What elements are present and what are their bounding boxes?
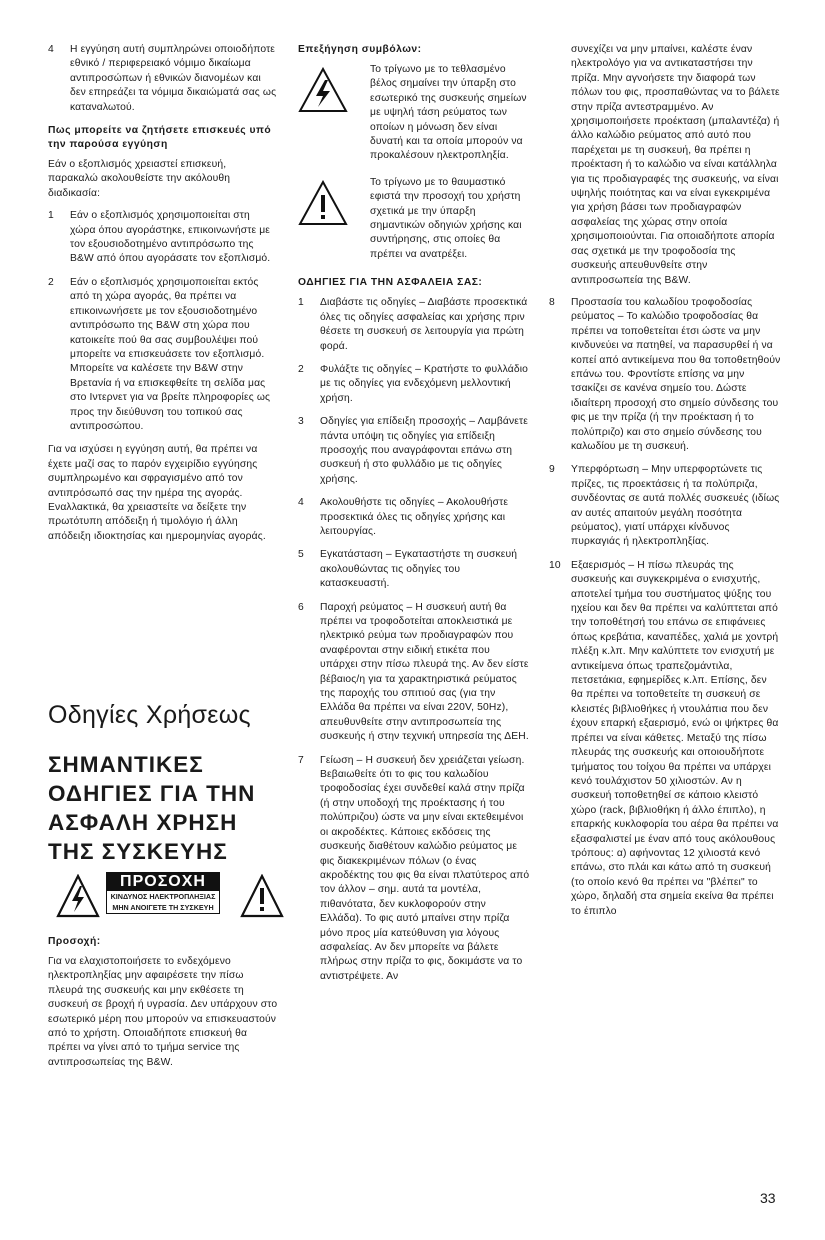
item-text: Εάν ο εξοπλισμός χρησιμοποιείται εκτός από τη χώρα αγοράς, θα πρέπει να επικοινωνήσετε με τον εξουσιοδοτημένο αντιπρόσωπο της B&W στη χώρα που κατοικείτε πού θα σας συμβουλέψει πού μπορείτε να επισκευάσετε τον εξοπλισμό. Μπορείτε να καλέσετε την B&W στην Βρετανία ή να επισκεφθείτε τη σελίδα μας στο Ιντερνετ για να βρείτε πληροφορίες ως προς την διεύθυνση του τοπικού σας αντιπροσώπου. — [70, 276, 271, 432]
item-text: Οδηγίες για επίδειξη προσοχής – Λαμβάνετε πάντα υπόψη τις οδηγίες για επίδειξη προσοχής που αναγράφονται επάνω στη συσκευή ή στο φυλλάδιο με τις οδηγίες χρήσης. — [320, 416, 529, 485]
attention-text: Για να ελαχιστοποιήσετε το ενδεχόμενο ηλεκτροπληξίας μην αφαιρέσετε την πίσω πλευρά της συσκευής και μην εκθέσετε τη συσκευή σε βροχή ή υγρασία. Δεν υπάρχουν στο εσωτερικό μέρη που μπορούν να επισκευαστούν από το χρήστη. Οποιαδήποτε επισκευή θα πρέπει να γίνει από το τμήμα service της αντιπροσωπείας της B&W. — [48, 956, 278, 1068]
symbol-bolt-row — [298, 63, 530, 164]
safety-item-5 — [298, 548, 530, 591]
lightning-bolt-warning-icon — [298, 67, 348, 113]
item-text: Γείωση – Η συσκευή δεν χρειάζεται γείωση. Βεβαιωθείτε ότι το φις του καλωδίου τροφοδοσίας έχει συνδεθεί καλά στην πρίζα (ή στην υποδοχή της προέκτασης ή του πολύπριζου) ώστε να μην είναι εκτεθειμένοι οι ακροδέκτες. Κάποιες εκδόσεις της συσκευής διαθέτουν καλώδιο ρεύματος με φις διακεκριμένων πόλων (ο ένας ακροδέκτης του φις θα είναι πλατύτερος από τον άλλον – σημ. αυτά τα μοντέλα, πιθανότατα, δεν κυκλοφορούν στην Ελλάδα). Το φις αυτό μπαίνει στην πρίζα μόνο προς μία κατεύθυνση για λόγους ασφαλείας. Αν δεν μπορείτε να βάλετε πλήρως στην πρίζα το φις, δοκιμάστε να το αντιστρέψετε. Αν — [320, 754, 530, 982]
item-text: Υπερφόρτωση – Μην υπερφορτώνετε τις πρίζες, τις προεκτάσεις ή τα πολύπριζα, συνδέοντας σε αυτά πολλές συσκευές (ιδίως αν αυτές απαιτούν μεγάλη ποσότητα ρεύματος), γιατί υπάρχει κίνδυνος πυρκαγιάς ή ηλεκτροπληξίας. — [571, 464, 780, 548]
lightning-bolt-warning-icon — [56, 874, 100, 918]
column-middle — [298, 43, 530, 993]
symbol-exclamation-text: Το τρίγωνο με το θαυμαστικό εφιστά την προσοχή του χρήστη σχετικά με την ύπαρξη σημαντικών οδηγιών χρήσης και συντήρησης, στις οποίες θα πρέπει να ανατρέξει. — [370, 176, 522, 260]
safety-item-2 — [298, 363, 530, 406]
exclamation-warning-icon — [298, 180, 348, 226]
item-text: Φυλάξτε τις οδηγίες – Κρατήστε το φυλλάδιο με τις οδηγίες για ενδεχόμενη μελλοντική χρήση. — [320, 363, 529, 404]
warranty-item-4 — [48, 43, 278, 115]
repairs-item-1 — [48, 209, 278, 267]
caution-label-block — [48, 872, 280, 922]
caution-line-1: ΚΙΝΔΥΝΟΣ ΗΛΕΚΤΡΟΠΛΗΞΙΑΣ — [110, 892, 216, 901]
item-text: Προστασία του καλωδίου τροφοδοσίας ρεύματος – Το καλώδιο τροφοδοσίας θα πρέπει να τοποθετείται έτσι ώστε να μην κινδυνεύει να πατηθεί, να παρασυρθεί ή να κοπεί από αντικείμενα που θα τοποθετηθούν επάνω του. Φροντίστε επίσης να μην τσακίζει σε κανένα σημείο του. Δώστε ιδιαίτερη προσοχή στο σημείο σύνδεσης του φις με την πρίζα (ή την προέκταση ή το πολύπριζο) και στο σημείο σύνδεσης του καλωδίου με τη συσκευή. — [571, 296, 781, 452]
safety-main-title: ΣΗΜΑΝΤΙΚΕΣ ΟΔΗΓΙΕΣ ΓΙΑ ΤΗΝ ΑΣΦΑΛΗ ΧΡΗΣΗ ΤΗΣ ΣΥΣΚΕΥΗΣ — [48, 752, 256, 864]
item-text: Παροχή ρεύματος – Η συσκευή αυτή θα πρέπει να τροφοδοτείται αποκλειστικά με ηλεκτρικό ρεύμα των προδιαγραφών που αναφέρονται στην ειδική ετικέτα που υπάρχει στην πίσω πλευρά της. Αν δεν είστε βέβαιος/η για τα χαρακτηριστικά ρεύματος της παροχής του σπιτιού σας (για την Ελλάδα θα πρέπει να είναι 220V, 50Hz), απευθυνθείτε στην αντιπροσωπεία της συσκευής ή στην τεχνική υπηρεσία της ΔΕΗ. — [320, 601, 529, 743]
column-right — [549, 43, 781, 928]
safety-item-6 — [298, 601, 530, 745]
item-number: 2 — [48, 276, 54, 288]
item-number: 4 — [298, 497, 304, 509]
item-number: 5 — [298, 549, 304, 561]
symbols-heading: Επεξήγηση συμβόλων: — [298, 44, 422, 55]
safety-item-1 — [298, 296, 530, 354]
safety-item-3 — [298, 415, 530, 487]
symbol-exclamation-row — [298, 176, 530, 262]
caution-title: ΠΡΟΣΟΧΗ — [107, 873, 219, 891]
repairs-intro: Εάν ο εξοπλισμός χρειαστεί επισκευή, παρακαλώ ακολουθείστε την ακόλουθη διαδικασία: — [48, 159, 231, 199]
item-number: 7 — [298, 754, 304, 766]
item-number: 2 — [298, 363, 304, 375]
repairs-heading: Πως μπορείτε να ζητήσετε επισκευές υπό την παρούσα εγγύηση — [48, 125, 272, 151]
exclamation-warning-icon — [240, 874, 284, 918]
item-number: 4 — [48, 44, 54, 55]
caution-box — [106, 872, 220, 914]
safety-item-8 — [549, 296, 781, 454]
item-text: Ακολουθήστε τις οδηγίες – Ακολουθήστε προσεκτικά όλες τις οδηγίες χρήσης και λειτουργίας. — [320, 497, 509, 537]
safety-item-9 — [549, 463, 781, 549]
page-number: 33 — [760, 1190, 776, 1206]
item-number: 9 — [549, 464, 555, 476]
item-number: 1 — [48, 210, 54, 222]
item-text: Διαβάστε τις οδηγίες – Διαβάστε προσεκτικά όλες τις οδηγίες ασφαλείας και χρήσης πριν θέσετε τη συσκευή σε λειτουργία για πρώτη φορά. — [320, 297, 528, 352]
warranty-validity-text: Για να ισχύσει η εγγύηση αυτή, θα πρέπει να έχετε μαζί σας το παρόν εγχειρίδιο εγγύησης συμπληρωμένο και σφραγισμένο από τον αντιπρόσωπό σας την ημέρα της αγοράς. Εναλλακτικά, θα χρειαστείτε να δείξετε την πρωτότυπη απόδειξη ή τιμολόγιο ή άλλη απόδειξη ιδιοκτησίας και ημερομηνίας αγοράς. — [48, 444, 266, 542]
item-text: Εάν ο εξοπλισμός χρησιμοποιείται στη χώρα όπου αγοράστηκε, επικοινωνήστε με τον εξουσιοδοτημένο αντιπρόσωπο της B&W από όπου αγοράσατε τον εξοπλισμό. — [70, 210, 271, 265]
attention-section — [48, 935, 278, 1078]
item-text: Η εγγύηση αυτή συμπληρώνει οποιοδήποτε εθνικό / περιφερειακό νόμιμο δικαίωμα αντιπροσώπων ή εθνικών διανομέων και δεν επηρεάζει τα νόμιμα δικαιώματά σας ως καταναλωτού. — [70, 44, 277, 113]
symbol-bolt-text: Το τρίγωνο με το τεθλασμένο βέλος σημαίνει την ύπαρξη στο εσωτερικό της συσκευής σημείων με υψηλή τάση ρεύματος των οποίων η μόνωση δεν είναι δυνατή και τα οποία μπορούν να προκαλέσουν ηλεκτροπληξία. — [370, 64, 527, 162]
item-number: 6 — [298, 601, 304, 613]
item-number: 1 — [298, 297, 304, 309]
repairs-item-2 — [48, 276, 278, 434]
item-text: Εξαερισμός – Η πίσω πλευράς της συσκευής και συγκεκριμένα ο ενισχυτής, αποτελεί τμήμα του συστήματος ψύξης του ηχείου και δεν θα πρέπει να καλύπτεται από την τοποθέτησή του επάνω σε επιφάνειες όπως κρεβάτια, καναπέδες, χαλιά με χοντρή πλέξη κ.λπ. Μην καλύπτετε τον ενισχυτή με αντικείμενα όπως τραπεζομάντιλα, πετσετάκια, εφημερίδες κ.λπ. Επίσης, δεν θα πρέπει να τοποθετείτε τη συσκευή σε κλειστές βιβλιοθήκες ή ντουλάπια που δεν έχουν επαρκή εξαερισμό, ενώ οι ψήκτρες θα πρέπει να είναι κάθετες. Μεταξύ της πίσω πλευράς της συσκευής και οποιουδήποτε τμήματος του τοίχου θα πρέπει να υπάρχει κενό τουλάχιστον 50 χιλιοστών. Αν η συσκευή τοποθετηθεί σε κάποιο κλειστό χώρο (rack, βιβλιοθήκη ή άλλο έπιπλο), η επαρκής κυκλοφορία του αέρα θα πρέπει να εξασφαλιστεί με έναν από τους ακόλουθους τρόπους: α) αφήνοντας 12 χιλιοστά κενό επάνω, στο πλάι και κάτω από τη συσκευή (το οποίο κενό θα πρέπει να "βλέπει" το χώρο, δηλαδή στα σημεία εκείνα θα πρέπει το έπιπλο — [571, 559, 779, 917]
grounding-continuation: συνεχίζει να μην μπαίνει, καλέστε έναν ηλεκτρολόγο για να αντικαταστήσει την πρίζα. Μην αγνοήσετε την διαφορά των πόλων του φις, προσπαθώντας να το βάλετε στην πρίζα αντεστραμμένο. Αν χρησιμοποιήσετε προέκταση (μπαλαντέζα) ή άλλο καλώδιο ρεύματος από αυτό που παρέχεται με τη συσκευή, θα πρέπει η προέκταση ή το καλώδιο να είναι κατάλληλα για τις προδιαγραφές της συσκευής, να είναι υψηλής ποιότητας και να είναι εγκεκριμένα για χρήση βάσει των προδιαγραφών ασφαλείας της χώρας στην οποία χρησιμοποιούνται. Για οποιαδήποτε απορία σας σχετικά με την τροφοδοσία της συσκευής απευθυνθείτε στην αντιπροσωπεία της B&W. — [571, 44, 780, 286]
safety-item-4 — [298, 496, 530, 539]
item-number: 10 — [549, 559, 561, 571]
safety-item-10 — [549, 559, 781, 919]
item-number: 3 — [298, 416, 304, 428]
item-text: Εγκατάσταση – Εγκαταστήστε τη συσκευή ακολουθώντας τις οδηγίες του κατασκευαστή. — [320, 549, 518, 590]
caution-line-2: ΜΗΝ ΑΝΟΙΓΕΤΕ ΤΗ ΣΥΣΚΕΥΗ — [112, 903, 214, 912]
safety-item-7 — [298, 754, 530, 985]
section-title: Οδηγίες Χρήσεως — [48, 701, 251, 729]
safety-heading: ΟΔΗΓΙΕΣ ΓΙΑ ΤΗΝ ΑΣΦΑΛΕΙΑ ΣΑΣ: — [298, 277, 483, 289]
attention-heading: Προσοχή: — [48, 936, 101, 947]
item-number: 8 — [549, 296, 555, 308]
column-left — [48, 43, 278, 552]
